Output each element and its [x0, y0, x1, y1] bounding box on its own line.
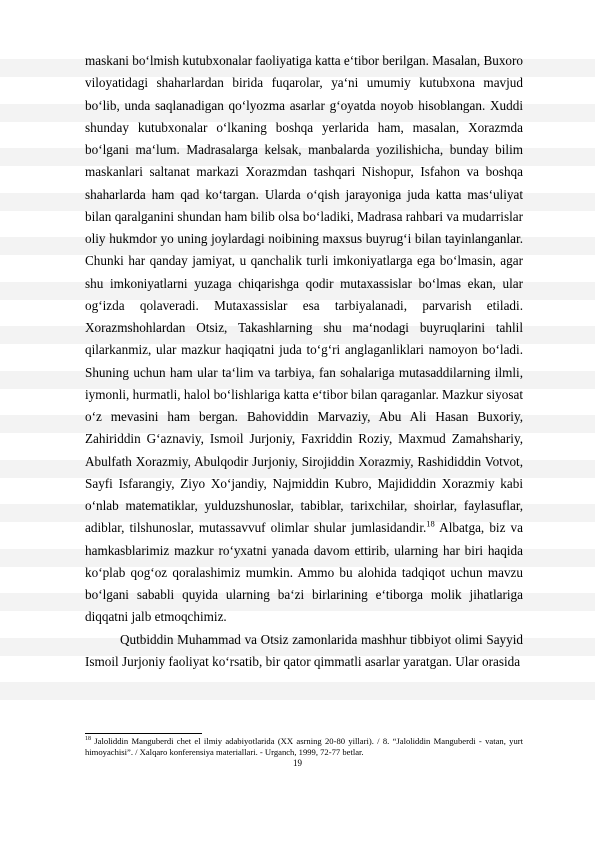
paragraph-text: maskani bo‘lmish kutubxonalar faoliyatiga katta e‘tibor berilgan. Masalan, Buxoro viloyatidagi shaharlardan birida fuqarolar, ya‘ni umumiy kutubxona mavjud bo‘lib, unda saqlanadigan qo‘lyozma asarlar g‘oyatda noyob hisoblangan. Xuddi shunday kutubxonalar o‘lkaning boshqa yerlarida ham, masalan, Xorazmda bo‘lgani ma‘lum. Madrasalarga kelsak, manbalarda yozilishicha, bunday bilim maskanlari saltanat markazi Xorazmdan tashqari Nishopur, Isfahon va boshqa shaharlarda ham qad ko‘targan. Ularda o‘qish jarayoniga juda katta mas‘uliyat bilan qaralganini shundan ham bilib olsa bo‘ladiki, Madrasa rahbari va mudarrislar oliy hukmdor yo uning joylardagi noibining maxsus buyrug‘i bilan tayinlanganlar. Chunki har qanday jamiyat, u qanchalik turli imkoniyatlarga ega bo‘lmasin, agar shu imkoniyatlarni yuzaga chiqarishga qodir mutaxassislar bo‘lmas ekan, ular og‘izda qolaveradi. Mutaxassislar esa tarbiyalanadi, parvarish etiladi. Xorazmshohlardan Otsiz, Takashlarning shu ma‘nodagi buyruqlarini tahlil qilarkanmiz, ular mazkur haqiqatni juda to‘g‘ri anglaganliklari namoyon bo‘ladi. Shuning uchun ham ular ta‘lim va tarbiya, fan sohalariga mutasaddilarning ilmli, iymonli, hurmatli, halol bo‘lishlariga katta e‘tibor bilan qaraganlar. Mazkur siyosat o‘z mevasini ham bergan. Bahoviddin Marvaziy, Abu Ali Hasan Buxoriy, Zahiriddin G‘aznaviy, Ismoil Jurjoniy, Faxriddin Roziy, Maxmud Zamahshariy, Abulfath Xorazmiy, Abulqodir Jurjoniy, Sirojiddin Xorazmiy, Rashididdin Votvot, Sayfi Isfarangiy, Ziyo Xo‘jandiy, Najmiddin Kubro, Majididdin Xorazmiy kabi o‘nlab matematiklar, yulduzshunoslar, tabiblar, tarixchilar, shoirlar, faylasuflar, adiblar, tilshunoslar, mutassavvuf olimlar shular jumlasidandir. — [85, 53, 524, 536]
page-body — [85, 50, 523, 673]
paragraph-text: Qutbiddin Muhammad va Otsiz zamonlarida mashhur tibbiyot olimi Sayyid Ismoil Jurjoniy faoliyat ko‘rsatib, bir qator qimmatli asarlar yaratgan. Ular orasida — [85, 631, 523, 669]
scan-band — [0, 682, 595, 700]
page-number: 19 — [293, 758, 302, 768]
body-paragraph — [85, 629, 523, 674]
footnote-number: 18 — [85, 736, 91, 743]
footnote-reference[interactable]: 18 — [426, 518, 435, 529]
footnote-divider — [85, 733, 202, 734]
footnote-text: Jaloliddin Manguberdi chet el ilmiy adabiyotlarida (XX asrning 20-80 yillari). / 8. “Jaloliddin Manguberdi - vatan, yurt himoyachisi”. / Xalqaro konferensiya materiallari. - Urganch, 1999, 72-77 betlar. — [85, 736, 523, 757]
paragraph-text: Albatga, biz va hamkasblarimiz mazkur ro‘yxatni yanada davom ettirib, ularning har biri haqida ko‘plab qog‘oz qoralashimiz mumkin. Ammo bu alohida tadqiqot uchun mavzu bo‘lgani sababli quyida ularning ba‘zi birlarining e‘tiborga molik jihatlariga diqqatni jalb etmoqchimiz. — [85, 520, 523, 625]
body-paragraph — [85, 50, 523, 629]
footnote — [85, 736, 523, 758]
